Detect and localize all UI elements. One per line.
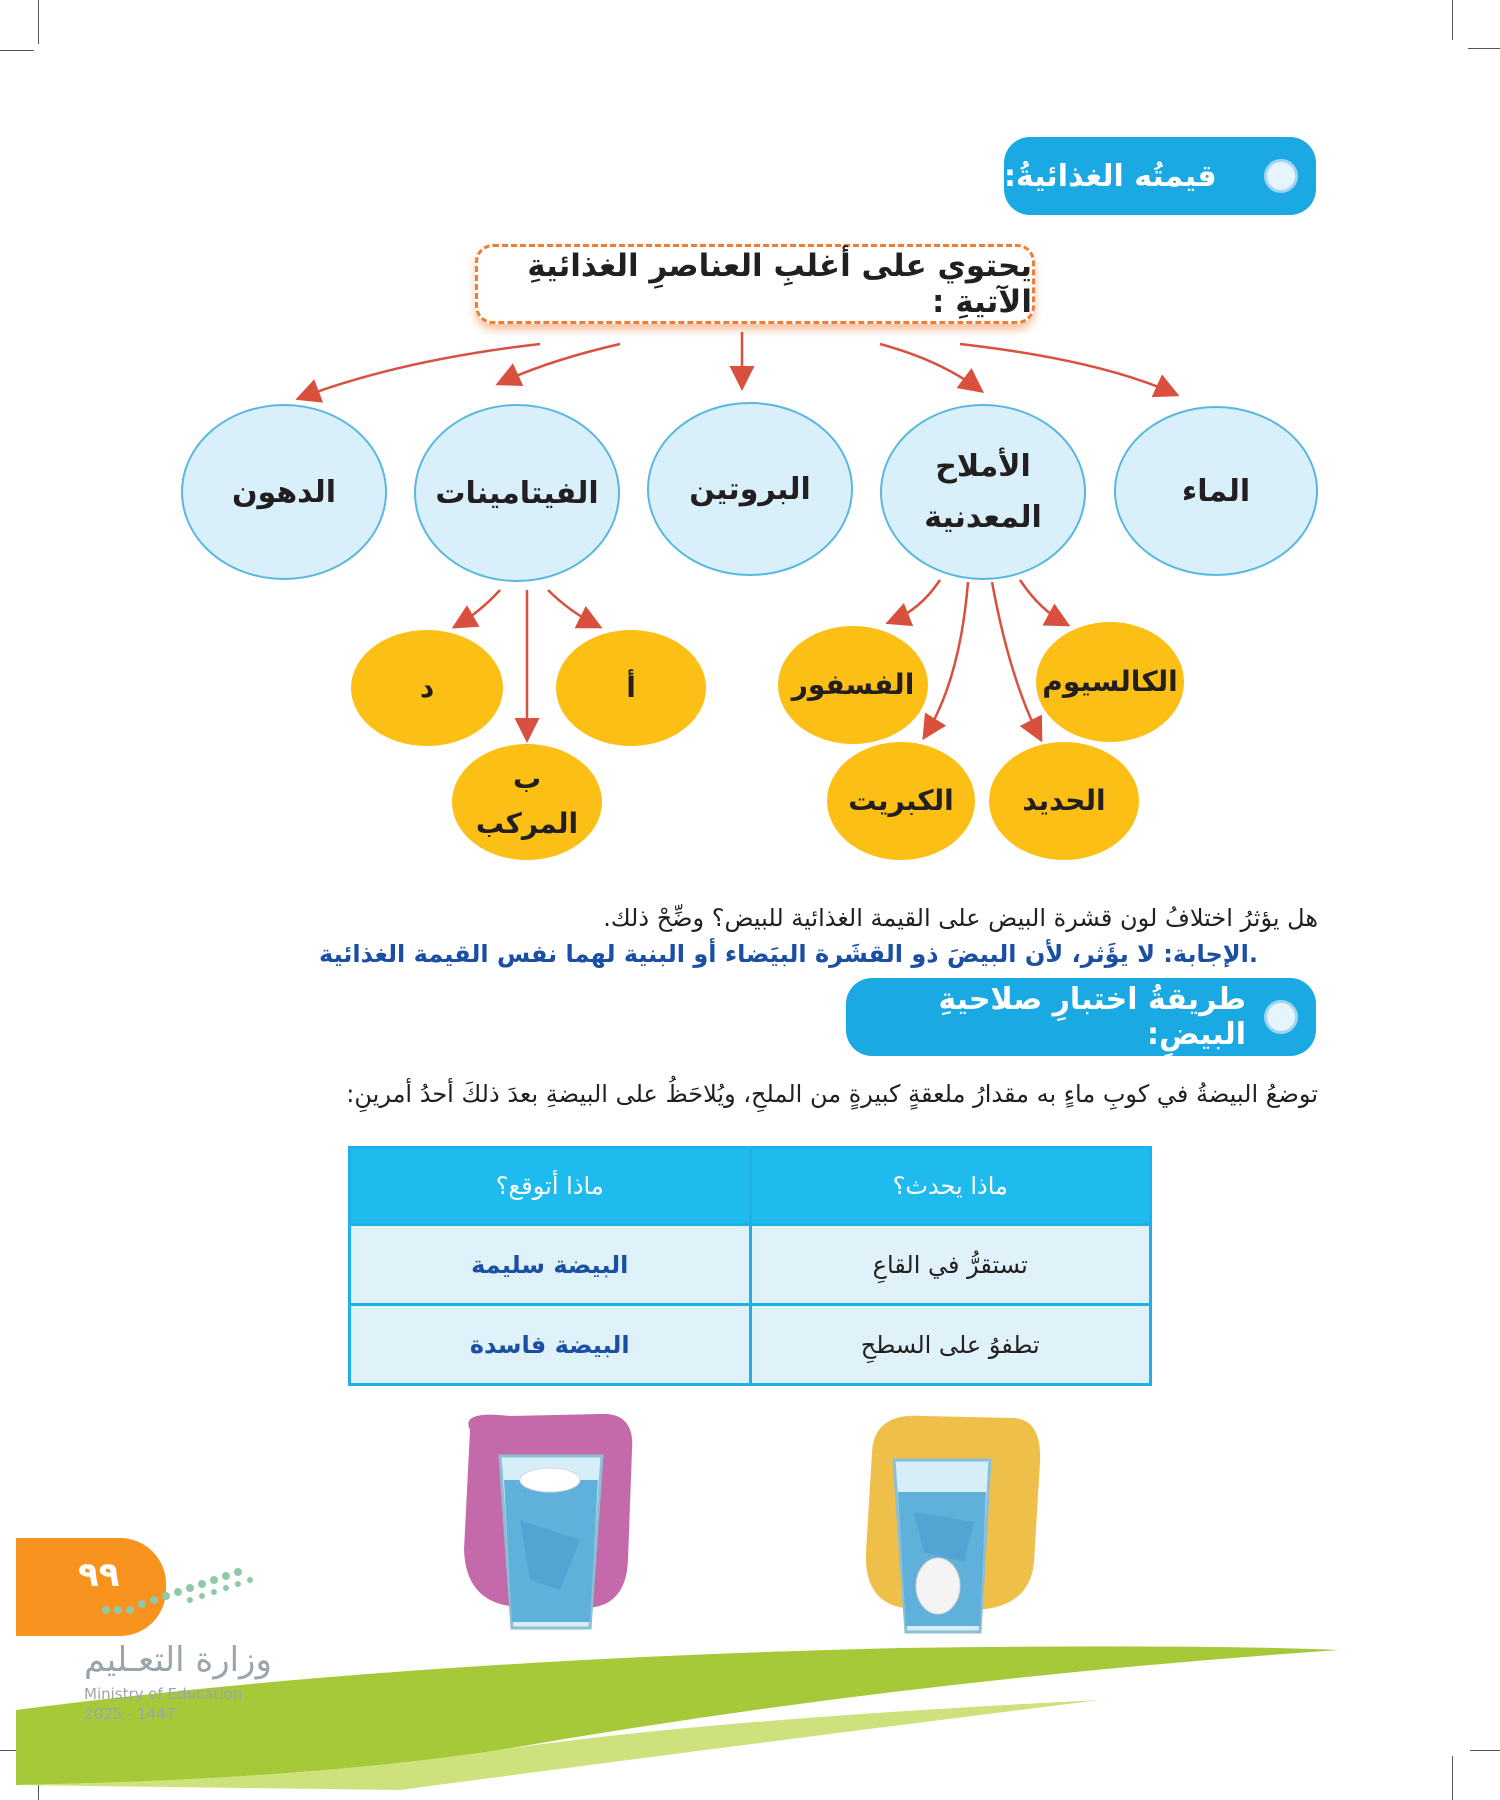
nutrient-vitamins-label: الفيتامينات [435,475,599,511]
table-cell-expect: البيضة فاسدة [350,1305,751,1385]
bullet-icon [1264,1000,1298,1034]
table-cell-happen: تطفوُ على السطحِ [750,1305,1151,1385]
arrow-to-water [960,344,1175,394]
nutrition-title-text: قيمتُه الغذائيةُ: [1004,158,1217,194]
arrow-to-sulfur [925,582,968,736]
table-header-row [350,1148,1151,1225]
mineral-iron [989,742,1139,860]
nutrient-protein-label: البروتين [689,471,811,507]
intro-text: يحتوي على أغلبِ العناصرِ الغذائيةِ الآتيةِ : [527,248,1032,320]
nutrient-water-label: الماء [1181,473,1251,509]
mineral-sulfur [827,742,975,860]
table-header-happen: ماذا يحدث؟ [750,1148,1151,1225]
nutrient-minerals [880,404,1086,580]
arrow-to-fats [300,344,540,398]
arrow-to-vitamins [500,344,620,383]
mineral-phosphorus-label: الفسفور [791,667,915,701]
page-number: ٩٩ [78,1555,120,1595]
ministry-name-ar: وزارة التعـليم [84,1640,272,1680]
nutrient-water [1114,406,1318,576]
table-header-expect: ماذا أتوقع؟ [350,1148,751,1225]
egg-test-table [348,1146,1152,1386]
mineral-sulfur-label: الكبريت [848,783,954,817]
vitamin-a-label: أ [626,670,636,704]
question-text: هل يؤثرُ اختلافُ لون قشرة البيض على القيمة الغذائية للبيض؟ وضِّحْ ذلك. [603,904,1318,932]
vitamin-b-label-1: ب [512,762,542,796]
mineral-phosphorus [778,626,928,744]
answer-text: .الإجابة: لا يؤَثر، لأن البيضَ ذو القشَرة البيَضاء أو البنية لهما نفس القيمة الغذائية [319,940,1258,968]
table-row [350,1305,1151,1385]
edition-year: 2025 - 1447 [84,1705,176,1723]
nutrient-fats [181,404,387,580]
table-row [350,1225,1151,1305]
vitamin-d [351,630,503,746]
arrow-to-iron [992,582,1040,738]
nutrient-minerals-label-2: المعدنية [924,500,1042,535]
test-description: توضعُ البيضةُ في كوبِ ماءٍ به مقدارُ ملعقةٍ كبيرةٍ من الملحِ، ويُلاحَظُ على البيضةِ بعدَ ذلكَ أحدُ أمرينِ: [346,1080,1318,1108]
mineral-calcium-label: الكالسيوم [1042,664,1178,698]
arrow-to-vitamin-d [456,590,500,626]
sinking-egg-illustration [854,1412,1054,1642]
test-title-text: طريقةُ اختبارِ صلاحيةِ البيضِ: [938,982,1246,1052]
ministry-name-en: Ministry of Education [84,1685,243,1703]
arrow-to-vitamin-a [548,590,598,626]
table-cell-happen: تستقرُّ في القاعِ [750,1225,1151,1305]
nutrient-protein [647,402,853,576]
vitamin-a [556,630,706,746]
test-section-title [846,978,1316,1056]
arrow-to-calcium [1020,580,1066,624]
arrow-to-minerals [880,344,980,390]
arrow-to-phosphorus [890,580,940,622]
nutrient-minerals-label-1: الأملاح [935,449,1031,484]
vitamin-b-complex [452,744,602,860]
vitamin-b-label-2: المركب [475,807,579,840]
floating-egg-illustration [450,1410,650,1640]
nutrient-vitamins [414,404,620,582]
mineral-iron-label: الحديد [1022,783,1106,817]
nutrient-fats-label: الدهون [231,474,337,510]
vitamin-d-label: د [419,670,435,704]
table-cell-expect: البيضة سليمة [350,1225,751,1305]
mineral-calcium [1036,622,1184,742]
ministry-logo-icon [86,1560,266,1630]
